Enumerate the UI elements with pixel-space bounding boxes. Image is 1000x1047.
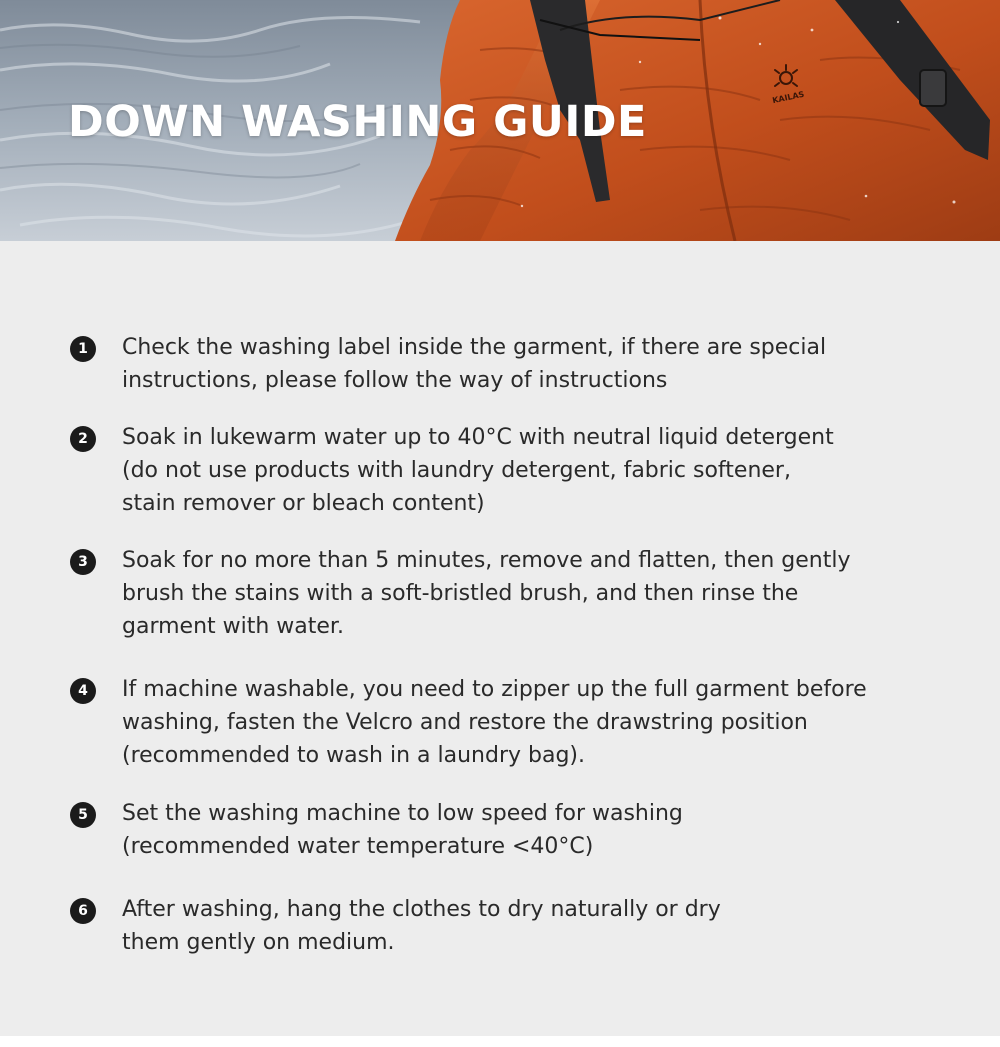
step-line: instructions, please follow the way of instructions bbox=[122, 368, 668, 393]
step-line: (recommended water temperature <40°C) bbox=[122, 834, 594, 859]
step-number-badge: 6 bbox=[70, 898, 96, 924]
step-number-badge: 5 bbox=[70, 802, 96, 828]
page-title: DOWN WASHING GUIDE bbox=[68, 97, 647, 147]
bottom-divider bbox=[0, 1036, 1000, 1047]
step-line: If machine washable, you need to zipper up the full garment before bbox=[122, 677, 867, 702]
guide-content bbox=[0, 241, 1000, 1036]
step-text bbox=[122, 421, 952, 520]
step-number-badge: 2 bbox=[70, 426, 96, 452]
step-line: washing, fasten the Velcro and restore the drawstring position bbox=[122, 710, 808, 735]
step-line: stain remover or bleach content) bbox=[122, 491, 485, 516]
step-number-badge: 4 bbox=[70, 678, 96, 704]
step-line: garment with water. bbox=[122, 614, 344, 639]
step-line: After washing, hang the clothes to dry naturally or dry bbox=[122, 897, 721, 922]
step-text bbox=[122, 331, 952, 397]
step-line: Set the washing machine to low speed for washing bbox=[122, 801, 683, 826]
step-text bbox=[122, 673, 952, 772]
step-text bbox=[122, 544, 952, 643]
step-line: Soak for no more than 5 minutes, remove and flatten, then gently bbox=[122, 548, 851, 573]
step-line: Check the washing label inside the garment, if there are special bbox=[122, 335, 827, 360]
step-line: Soak in lukewarm water up to 40°C with neutral liquid detergent bbox=[122, 425, 834, 450]
step-line: (recommended to wash in a laundry bag). bbox=[122, 743, 585, 768]
step-line: brush the stains with a soft-bristled brush, and then rinse the bbox=[122, 581, 799, 606]
step-line: (do not use products with laundry detergent, fabric softener, bbox=[122, 458, 791, 483]
step-number-badge: 1 bbox=[70, 336, 96, 362]
step-text bbox=[122, 797, 952, 863]
hero-banner bbox=[0, 0, 1000, 241]
step-line: them gently on medium. bbox=[122, 930, 395, 955]
svg-text:KAILAS: KAILAS bbox=[771, 89, 806, 106]
step-text bbox=[122, 893, 952, 959]
step-number-badge: 3 bbox=[70, 549, 96, 575]
